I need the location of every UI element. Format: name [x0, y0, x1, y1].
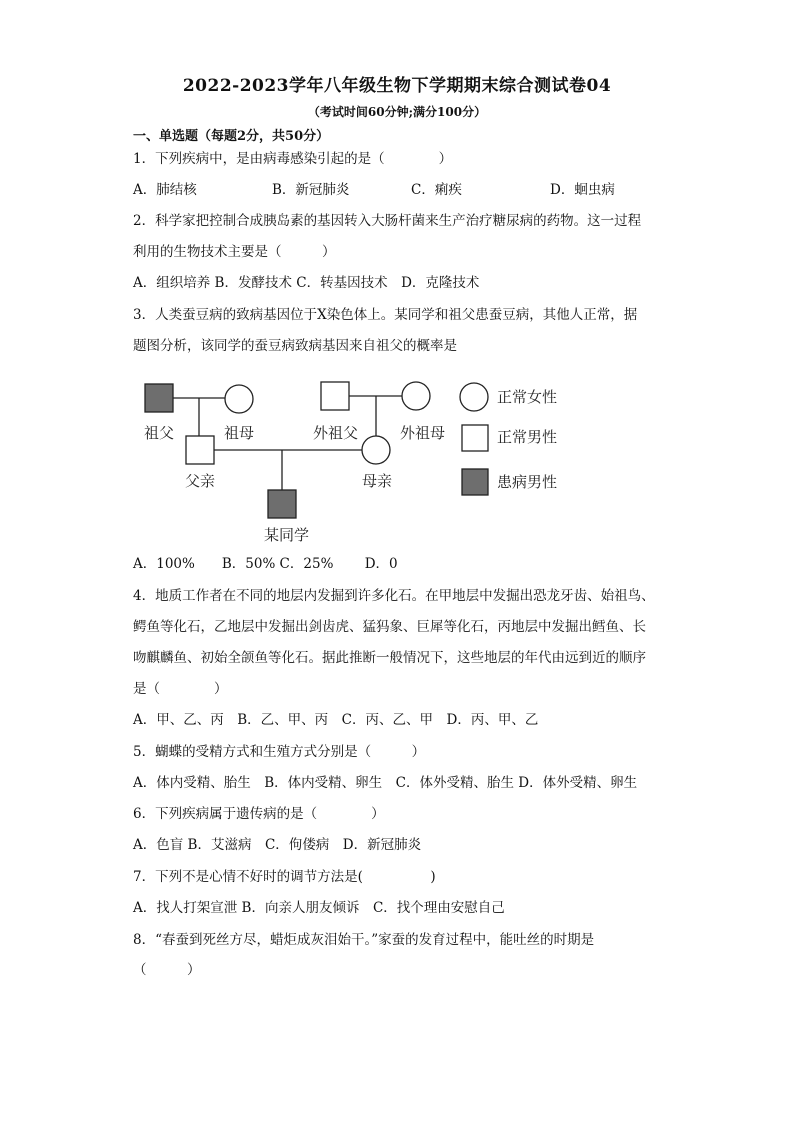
legend-affected-label: 患病男性: [497, 473, 558, 491]
maternal-grandmother-label: 外祖母: [400, 424, 446, 442]
q4-stem-line1: 4．地质工作者在不同的地层内发掘到许多化石。在甲地层中发掘出恐龙牙齿、始祖鸟、: [133, 588, 655, 604]
q6-stem: 6．下列疾病属于遗传病的是（ ）: [133, 806, 385, 822]
legend-male-symbol: [462, 425, 488, 451]
grandmother-symbol: [225, 385, 253, 413]
q2-stem-line1: 2．科学家把控制合成胰岛素的基因转入大肠杆菌来生产治疗糖尿病的药物。这一过程: [133, 213, 642, 229]
maternal-grandmother-symbol: [402, 382, 430, 410]
exam-info: （考试时间60分钟;满分100分）: [307, 105, 487, 119]
q3-options[interactable]: A．100% B．50% C．25% D．0: [133, 556, 398, 572]
q5-options[interactable]: A．体内受精、胎生 B．体内受精、卵生 C．体外受精、胎生 D．体外受精、卵生: [133, 775, 638, 791]
q2-options[interactable]: A．组织培养 B．发酵技术 C．转基因技术 D．克隆技术: [133, 275, 480, 291]
q2-stem-line2: 利用的生物技术主要是（ ）: [133, 244, 336, 260]
grandfather-symbol: [145, 384, 173, 412]
q8-stem-line1: 8．“春蚕到死丝方尽，蜡炬成灰泪始干。”家蚕的发育过程中，能吐丝的时期是: [133, 932, 595, 948]
page-title: 2022-2023学年八年级生物下学期期末综合测试卷04: [182, 76, 612, 96]
legend-female-label: 正常女性: [497, 388, 558, 406]
maternal-grandfather-symbol: [321, 382, 349, 410]
pedigree-diagram: [130, 372, 590, 557]
q1-option-d[interactable]: D．蛔虫病: [550, 182, 615, 198]
q1-option-c[interactable]: C．痢疾: [411, 182, 462, 198]
q1-stem: 1．下列疾病中，是由病毒感染引起的是（ ）: [133, 151, 453, 167]
q8-stem-line2: （ ）: [133, 962, 201, 978]
grandfather-label: 祖父: [144, 424, 175, 442]
q4-stem-line4: 是（ ）: [133, 681, 228, 697]
q1-options: [133, 181, 615, 199]
student-symbol: [268, 490, 296, 518]
q1-option-a[interactable]: A．肺结核: [133, 182, 197, 198]
q5-stem: 5．蝴蝶的受精方式和生殖方式分别是（ ）: [133, 744, 426, 760]
legend-male-label: 正常男性: [497, 428, 558, 446]
mother-symbol: [362, 436, 390, 464]
q4-options[interactable]: A．甲、乙、丙 B．乙、甲、丙 C．丙、乙、甲 D．丙、甲、乙: [133, 712, 539, 728]
q1-option-b[interactable]: B．新冠肺炎: [272, 182, 350, 198]
q4-stem-line2: 鳄鱼等化石，乙地层中发掘出剑齿虎、猛犸象、巨犀等化石，丙地层中发掘出鳕鱼、长: [133, 619, 646, 635]
legend-female-symbol: [460, 383, 488, 411]
q3-stem-line1: 3．人类蚕豆病的致病基因位于X染色体上。某同学和祖父患蚕豆病，其他人正常，据: [133, 307, 638, 323]
q6-options[interactable]: A．色盲 B．艾滋病 C．佝偻病 D．新冠肺炎: [133, 837, 422, 853]
father-label: 父亲: [185, 472, 216, 490]
mother-label: 母亲: [362, 472, 393, 490]
father-symbol: [186, 436, 214, 464]
student-label: 某同学: [264, 526, 310, 544]
section-heading: 一、单选题（每题2分，共50分）: [133, 129, 330, 144]
maternal-grandfather-label: 外祖父: [313, 424, 359, 442]
q4-stem-line3: 吻麒麟鱼、初始全颌鱼等化石。据此推断一般情况下，这些地层的年代由远到近的顺序: [133, 650, 646, 666]
q7-options[interactable]: A．找人打架宣泄 B．向亲人朋友倾诉 C．找个理由安慰自己: [133, 900, 505, 916]
legend-affected-symbol: [462, 469, 488, 495]
q7-stem: 7．下列不是心情不好时的调节方法是( ): [133, 869, 436, 885]
grandmother-label: 祖母: [224, 424, 255, 442]
q3-stem-line2: 题图分析，该同学的蚕豆病致病基因来自祖父的概率是: [133, 338, 457, 354]
